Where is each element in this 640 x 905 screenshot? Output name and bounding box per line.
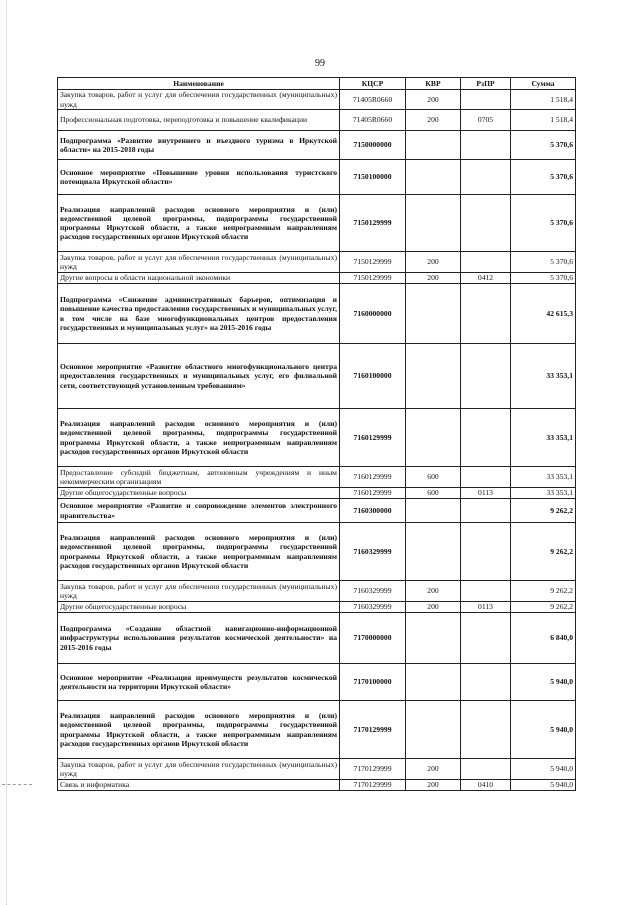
row-sum: 5 370,6 (511, 195, 576, 252)
row-rzpr (461, 90, 511, 110)
row-kvr: 200 (406, 780, 461, 791)
row-name: Закупка товаров, работ и услуг для обеспечения государственных (муниципальных) нужд (58, 252, 340, 273)
row-name: Другие вопросы в области национальной экономики (58, 273, 340, 284)
row-kcsr: 7150000000 (340, 131, 406, 160)
row-kvr: 200 (406, 110, 461, 131)
table-row (58, 409, 576, 467)
row-kvr: 200 (406, 273, 461, 284)
table-row (58, 160, 576, 195)
row-kvr: 200 (406, 759, 461, 780)
row-sum: 5 940,0 (511, 664, 576, 701)
table-row (58, 284, 576, 344)
row-kcsr: 71405R0660 (340, 90, 406, 110)
row-rzpr: 0705 (461, 110, 511, 131)
row-name: Другие общегосударственные вопросы (58, 602, 340, 613)
row-kcsr: 7160100000 (340, 344, 406, 409)
row-sum: 9 262,2 (511, 581, 576, 602)
row-sum: 5 370,6 (511, 160, 576, 195)
row-kvr (406, 195, 461, 252)
row-rzpr: 0410 (461, 780, 511, 791)
row-kcsr: 7150129999 (340, 273, 406, 284)
row-sum: 33 353,1 (511, 409, 576, 467)
table-row (58, 613, 576, 664)
row-rzpr (461, 131, 511, 160)
row-name: Реализация направлений расходов основного мероприятия и (или) ведомственной целевой программы, подпрограммы государственной программы Иркутской области, а также непрограммным направлениям расходов государственных органов Иркутской области (58, 701, 340, 759)
row-rzpr (461, 664, 511, 701)
row-rzpr (461, 409, 511, 467)
table-row (58, 701, 576, 759)
header-kcsr: КЦСР (340, 78, 406, 90)
row-kcsr: 7160129999 (340, 488, 406, 499)
row-sum: 1 518,4 (511, 90, 576, 110)
table-row (58, 131, 576, 160)
row-kvr: 200 (406, 581, 461, 602)
table-row (58, 195, 576, 252)
table-row (58, 664, 576, 701)
row-name: Реализация направлений расходов основного мероприятия и (или) ведомственной целевой программы, подпрограммы государственной программы Иркутской области, а также непрограммным направлениям расходов государственных органов Иркутской области (58, 409, 340, 467)
row-sum: 1 518,4 (511, 110, 576, 131)
header-sum: Сумма (511, 78, 576, 90)
header-name: Наименование (58, 78, 340, 90)
table-row (58, 523, 576, 581)
row-kvr (406, 160, 461, 195)
row-rzpr (461, 523, 511, 581)
scan-edge (6, 0, 7, 905)
row-rzpr (461, 759, 511, 780)
row-name: Подпрограмма «Создание областной навигационно-информационной инфраструктуры использования результатов космической деятельности» на 2015-2016 годы (58, 613, 340, 664)
row-sum: 5 370,6 (511, 273, 576, 284)
row-rzpr: 0412 (461, 273, 511, 284)
row-kvr: 600 (406, 467, 461, 488)
table-row (58, 488, 576, 499)
table-row (58, 110, 576, 131)
row-name: Подпрограмма «Снижение административных барьеров, оптимизация и повышение качества предоставления государственных и муниципальных услуг, в том числе на базе многофункциональных центров предоставления государственных и муниципальных услуг» на 2015-2016 годы (58, 284, 340, 344)
row-name: Основное мероприятие «Развитие областного многофункционального центра предоставления государственных и муниципальных услуг, его филиальной сети, соответствующей установленным требованиям» (58, 344, 340, 409)
row-sum: 33 353,1 (511, 488, 576, 499)
row-kcsr: 7160329999 (340, 602, 406, 613)
row-kvr (406, 613, 461, 664)
row-kcsr: 7160129999 (340, 467, 406, 488)
row-kcsr: 7150129999 (340, 195, 406, 252)
row-rzpr: 0113 (461, 488, 511, 499)
row-rzpr (461, 467, 511, 488)
row-kcsr: 7160329999 (340, 581, 406, 602)
row-sum: 42 615,3 (511, 284, 576, 344)
row-rzpr (461, 160, 511, 195)
row-kvr (406, 664, 461, 701)
row-name: Связь и информатика (58, 780, 340, 791)
row-sum: 33 353,1 (511, 344, 576, 409)
row-kcsr: 7170129999 (340, 701, 406, 759)
table-row (58, 759, 576, 780)
row-kvr: 200 (406, 252, 461, 273)
row-name: Реализация направлений расходов основного мероприятия и (или) ведомственной целевой программы, подпрограммы государственной программы Иркутской области, а также непрограммным направлениям расходов государственных органов Иркутской области (58, 195, 340, 252)
row-kcsr: 7150129999 (340, 252, 406, 273)
table-row (58, 252, 576, 273)
row-sum: 5 370,6 (511, 131, 576, 160)
row-name: Другие общегосударственные вопросы (58, 488, 340, 499)
row-name: Закупка товаров, работ и услуг для обеспечения государственных (муниципальных) нужд (58, 581, 340, 602)
row-name: Основное мероприятие «Повышение уровня использования туристского потенциала Иркутской области» (58, 160, 340, 195)
table-row (58, 499, 576, 523)
row-kvr (406, 131, 461, 160)
row-kvr (406, 344, 461, 409)
row-rzpr (461, 284, 511, 344)
row-sum: 9 262,2 (511, 499, 576, 523)
row-sum: 5 940,0 (511, 701, 576, 759)
row-kcsr: 71405R0660 (340, 110, 406, 131)
table-body (58, 90, 576, 791)
row-kcsr: 7160000000 (340, 284, 406, 344)
table-header-row (58, 78, 576, 90)
row-name: Основное мероприятие «Реализация преимуществ результатов космической деятельности на территории Иркутской области» (58, 664, 340, 701)
row-sum: 5 940,0 (511, 780, 576, 791)
table-row (58, 780, 576, 791)
row-rzpr (461, 252, 511, 273)
row-kvr (406, 499, 461, 523)
row-sum: 33 353,1 (511, 467, 576, 488)
table-row (58, 90, 576, 110)
row-name: Профессиональная подготовка, переподготовка и повышение квалификации (58, 110, 340, 131)
row-kcsr: 7170129999 (340, 780, 406, 791)
row-name: Закупка товаров, работ и услуг для обеспечения государственных (муниципальных) нужд (58, 90, 340, 110)
row-rzpr (461, 499, 511, 523)
row-kvr: 200 (406, 90, 461, 110)
row-rzpr (461, 701, 511, 759)
row-kvr (406, 284, 461, 344)
row-rzpr (461, 344, 511, 409)
row-name: Реализация направлений расходов основного мероприятия и (или) ведомственной целевой программы, подпрограммы государственной программы Иркутской области, а также непрограммным направлениям расходов государственных органов Иркутской области (58, 523, 340, 581)
budget-table (57, 77, 576, 791)
table-row (58, 467, 576, 488)
page-number: 99 (315, 58, 325, 69)
row-kvr: 200 (406, 602, 461, 613)
row-rzpr (461, 581, 511, 602)
scan-mark (2, 784, 32, 785)
row-sum: 5 940,0 (511, 759, 576, 780)
row-kvr (406, 409, 461, 467)
row-sum: 9 262,2 (511, 523, 576, 581)
row-rzpr: 0113 (461, 602, 511, 613)
row-sum: 5 370,6 (511, 252, 576, 273)
table-row (58, 602, 576, 613)
row-kcsr: 7160329999 (340, 523, 406, 581)
header-kvr: КВР (406, 78, 461, 90)
row-kvr (406, 701, 461, 759)
row-kcsr: 7160129999 (340, 409, 406, 467)
row-name: Закупка товаров, работ и услуг для обеспечения государственных (муниципальных) нужд (58, 759, 340, 780)
row-rzpr (461, 195, 511, 252)
row-sum: 9 262,2 (511, 602, 576, 613)
row-rzpr (461, 613, 511, 664)
row-name: Предоставление субсидий бюджетным, автономным учреждениям и иным некоммерческим организациям (58, 467, 340, 488)
table-row (58, 581, 576, 602)
row-kcsr: 7170129999 (340, 759, 406, 780)
row-name: Подпрограмма «Развитие внутреннего и въездного туризма в Иркутской области» на 2015-2018 годы (58, 131, 340, 160)
row-kcsr: 7150100000 (340, 160, 406, 195)
row-kcsr: 7170000000 (340, 613, 406, 664)
row-kvr: 600 (406, 488, 461, 499)
header-rzpr: РзПР (461, 78, 511, 90)
table-row (58, 344, 576, 409)
row-kcsr: 7170100000 (340, 664, 406, 701)
row-kvr (406, 523, 461, 581)
table-row (58, 273, 576, 284)
row-name: Основное мероприятие «Развитие и сопровождение элементов электронного правительства» (58, 499, 340, 523)
row-sum: 6 840,0 (511, 613, 576, 664)
row-kcsr: 7160300000 (340, 499, 406, 523)
